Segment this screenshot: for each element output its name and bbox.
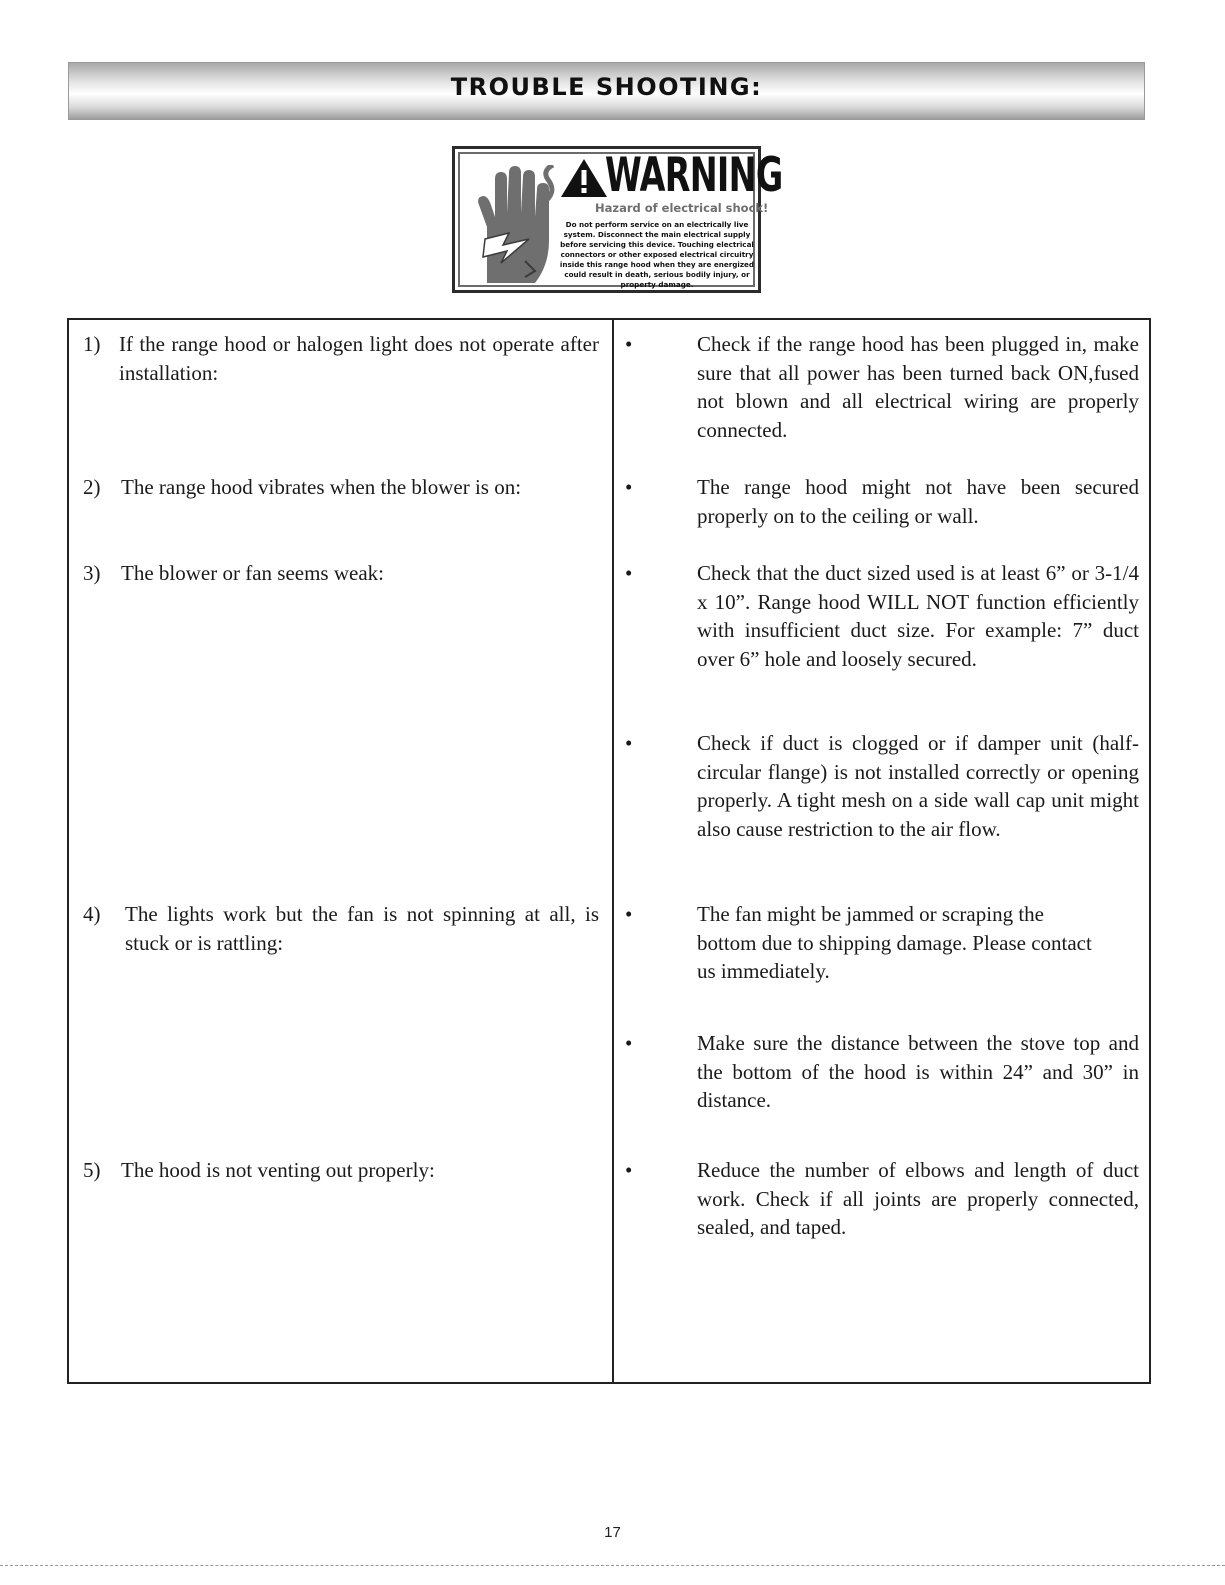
problem-item: [83, 559, 599, 588]
problem-text: If the range hood or halogen light does not operate after installation:: [119, 332, 599, 385]
troubleshooting-table: [67, 318, 1151, 1384]
bullet-icon: •: [625, 561, 633, 585]
solution-text: The fan might be jammed or scraping the bottom due to shipping damage. Please contact us immediately.: [697, 902, 1092, 984]
solution-text: Reduce the number of elbows and length of duct work. Check if all joints are properly connected, sealed, and taped.: [697, 1158, 1139, 1240]
column-divider: [612, 320, 614, 1382]
problem-text: The hood is not venting out properly:: [121, 1158, 435, 1182]
section-header-bar: [68, 62, 1145, 120]
solution-item: [625, 900, 1139, 986]
problem-text: The blower or fan seems weak:: [121, 561, 384, 585]
solution-item: [625, 1029, 1139, 1115]
problem-text: The lights work but the fan is not spinning at all, is stuck or is rattling:: [125, 902, 599, 955]
problem-item: [83, 473, 599, 502]
warning-triangle-icon: [559, 157, 609, 199]
problem-item: [83, 900, 599, 957]
warning-body-text: Do not perform service on an electrically live system. Disconnect the main electrical supply before servicing this device. Touching electrical connectors or other exposed electrical circuitry inside this range hood when they are energized could result in death, serious bodily injury, or property damage.: [559, 220, 755, 289]
solution-text: The range hood might not have been secured properly on to the ceiling or wall.: [697, 475, 1139, 528]
solution-text: Check if the range hood has been plugged in, make sure that all power has been turned back ON,fused not blown and all electrical wiring are properly connected.: [697, 332, 1139, 443]
solution-item: [625, 559, 1139, 674]
solution-item: [625, 330, 1139, 445]
bullet-icon: •: [625, 475, 633, 499]
solution-text: Check if duct is clogged or if damper unit (half-circular flange) is not installed correctly or opening properly. A tight mesh on a side wall cap unit might also cause restriction to the air flow.: [697, 731, 1139, 842]
bullet-icon: •: [625, 1158, 633, 1182]
solution-item: [625, 729, 1139, 844]
bullet-icon: •: [625, 332, 633, 356]
page-title: TROUBLE SHOOTING:: [450, 73, 763, 101]
solution-text: Make sure the distance between the stove top and the bottom of the hood is within 24” and 30” in distance.: [697, 1031, 1139, 1113]
problem-item: [83, 330, 599, 387]
problem-item: [83, 1156, 599, 1185]
problem-number: 5): [83, 1158, 101, 1182]
warning-sign: [452, 146, 783, 293]
problem-number: 1): [83, 332, 101, 356]
warning-heading: WARNING: [605, 148, 783, 203]
warning-subheading: Hazard of electrical shock!: [595, 201, 769, 215]
page-number: 17: [604, 1524, 621, 1541]
electric-shock-hand-icon: [465, 165, 561, 285]
bullet-icon: •: [625, 902, 633, 926]
bullet-icon: •: [625, 731, 633, 755]
problem-number: 3): [83, 561, 101, 585]
bullet-icon: •: [625, 1031, 633, 1055]
solution-text: Check that the duct sized used is at least 6” or 3-1/4 x 10”. Range hood WILL NOT function efficiently with insufficient duct size. For example: 7” duct over 6” hole and loosely secured.: [697, 561, 1139, 672]
solution-item: [625, 473, 1139, 530]
problem-number: 4): [83, 902, 101, 926]
bottom-divider: [0, 1565, 1225, 1566]
problem-number: 2): [83, 475, 101, 499]
solution-item: [625, 1156, 1139, 1242]
problem-text: The range hood vibrates when the blower is on:: [121, 475, 522, 499]
